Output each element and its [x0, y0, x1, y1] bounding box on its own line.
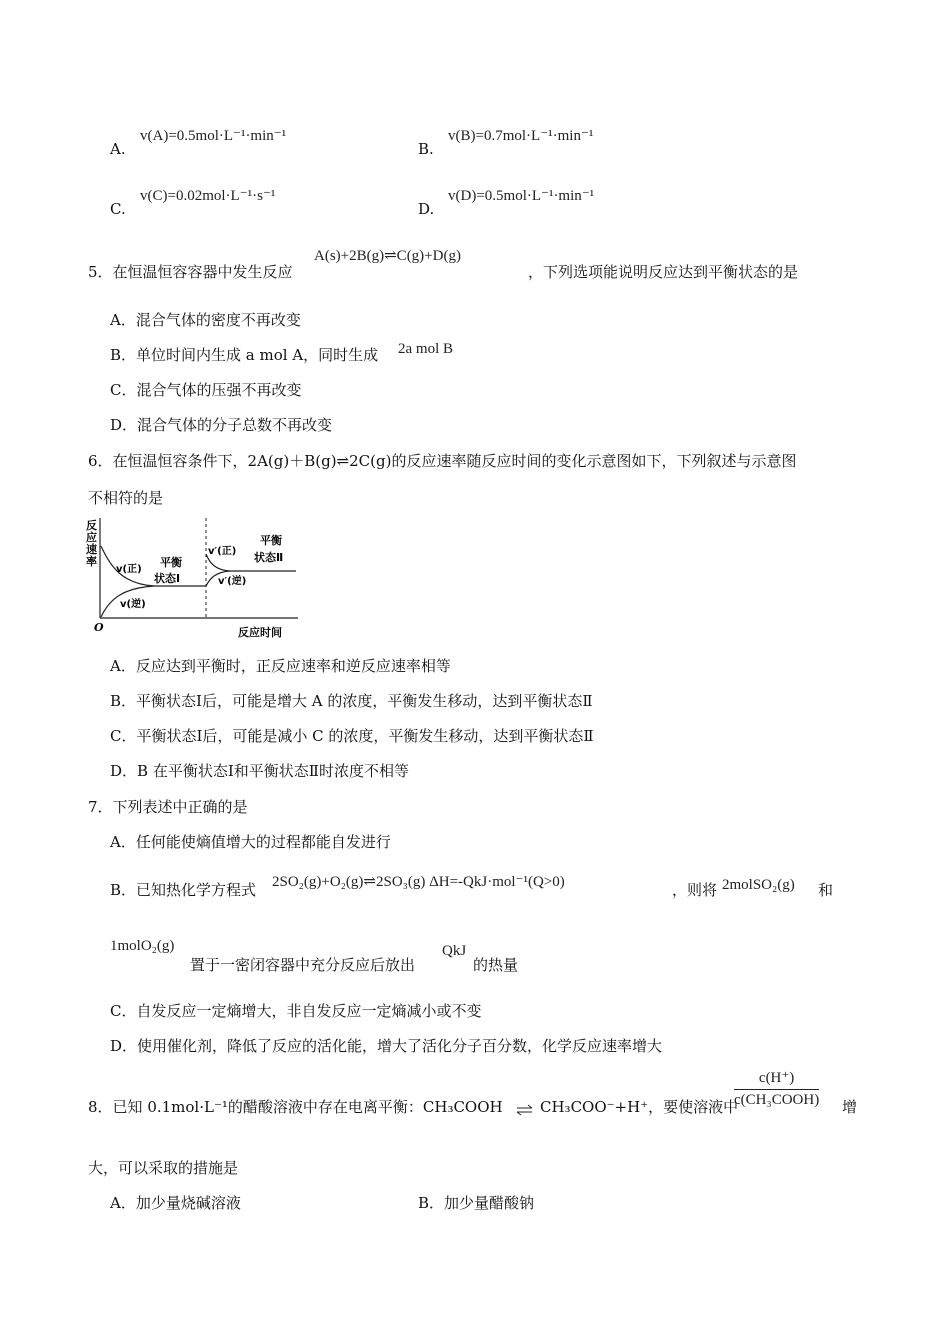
- eq2-label-line1: 平衡: [260, 534, 282, 547]
- q7-option-b-prefix: B．已知热化学方程式: [110, 881, 257, 899]
- q8-frac-numerator: c(H⁺): [734, 1068, 819, 1090]
- q4-option-d: [418, 200, 434, 218]
- q4-option-c-formula: v(C)=0.02mol·L⁻¹·s⁻¹: [140, 188, 276, 204]
- v-forward-label: v(正): [116, 564, 142, 575]
- q6-number: 6．: [88, 452, 113, 470]
- y-axis-label-2: 应: [86, 531, 97, 544]
- q6-option-a: A．反应达到平衡时，正反应速率和逆反应速率相等: [110, 657, 451, 675]
- eq1-label-line2: 状态Ⅰ: [154, 572, 181, 585]
- x-axis-label: 反应时间: [238, 626, 282, 639]
- y-axis-label-4: 率: [86, 555, 97, 568]
- q6-option-b: B．平衡状态Ⅰ后，可能是增大 A 的浓度，平衡发生移动，达到平衡状态Ⅱ: [110, 692, 593, 710]
- q8-equilibrium-arrow: [516, 1104, 534, 1116]
- eq1-label-line1: 平衡: [160, 556, 182, 569]
- q8-stem-part2: CH₃COO⁻+H⁺，要使溶液中: [540, 1098, 739, 1116]
- v2-reverse-label: v′(逆): [218, 576, 247, 587]
- q4-option-a-formula: v(A)=0.5mol·L⁻¹·min⁻¹: [140, 128, 287, 144]
- q6-stem-line2: 不相符的是: [88, 489, 164, 507]
- q7-stem: [88, 796, 248, 817]
- q6-option-d: D．B 在平衡状态Ⅰ和平衡状态Ⅱ时浓度不相等: [110, 762, 409, 780]
- q4-option-d-label: D.: [418, 200, 435, 218]
- q5-number: 5．: [88, 263, 113, 281]
- q7-option-b-mid: ，则将: [672, 881, 718, 899]
- q5-stem-before: 在恒温恒容容器中发生反应: [112, 263, 293, 281]
- q4-option-c: [110, 200, 126, 218]
- q6-stem-line1: [88, 450, 796, 471]
- q7-option-b-rest: 置于一密闭容器中充分反应后放出: [190, 956, 416, 974]
- q5-option-b-formula: 2a mol B: [398, 341, 453, 357]
- v2-forward-label: v′(正): [208, 546, 237, 557]
- q5-option-d: D．混合气体的分子总数不再改变: [110, 416, 333, 434]
- q4-option-b: [418, 140, 434, 158]
- q6-stem-text: 在恒温恒容条件下，2A(g)＋B(g)⇌2C(g)的反应速率随反应时间的变化示意图如下，下列叙述与示意图: [112, 452, 797, 470]
- q7-option-b-end: 的热量: [473, 956, 519, 974]
- q5-reaction: A(s)+2B(g)⇌C(g)+D(g): [314, 248, 461, 264]
- q8-number: 8．: [88, 1098, 113, 1116]
- q5-stem: [88, 261, 293, 282]
- q7-option-b-equation: 2SO₂(g)+O₂(g)⇌2SO₃(g) ΔH=-QkJ·mol⁻¹(Q>0): [272, 874, 565, 890]
- q7-option-c: C．自发反应一定熵增大，非自发反应一定熵减小或不变: [110, 1002, 482, 1020]
- q8-option-b: B．加少量醋酸钠: [418, 1194, 535, 1212]
- q8-stem-part3: 增: [842, 1098, 858, 1116]
- q4-option-b-formula: v(B)=0.7mol·L⁻¹·min⁻¹: [448, 128, 594, 144]
- q7-option-d: D．使用催化剂，降低了反应的活化能，增大了活化分子百分数，化学反应速率增大: [110, 1037, 663, 1055]
- q8-fraction: [734, 1068, 819, 1109]
- q7-option-b-and: 和: [818, 881, 834, 899]
- q5-stem-after: ，下列选项能说明反应达到平衡状态的是: [528, 263, 799, 281]
- q5-option-b: B．单位时间内生成 a mol A，同时生成: [110, 346, 379, 364]
- q4-option-d-formula: v(D)=0.5mol·L⁻¹·min⁻¹: [448, 188, 595, 204]
- q4-option-b-label: B.: [418, 140, 434, 158]
- q7-stem-text: 下列表述中正确的是: [112, 798, 248, 816]
- y-axis-label-3: 速: [86, 543, 97, 556]
- q8-frac-denominator: c(CH₃COOH): [734, 1092, 820, 1108]
- q7-number: 7．: [88, 798, 113, 816]
- q7-option-b-amount1: 2molSO₂(g): [722, 877, 795, 893]
- q8-option-a: A．加少量烧碱溶液: [110, 1194, 241, 1212]
- q6-rate-figure: [84, 514, 304, 642]
- q7-option-b-amount2: 1molO₂(g): [110, 938, 175, 954]
- q4-option-a: [110, 140, 126, 158]
- q7-option-b-heat: QkJ: [442, 943, 467, 959]
- q5-option-c: C．混合气体的压强不再改变: [110, 381, 302, 399]
- q8-stem-line2: 大，可以采取的措施是: [88, 1159, 239, 1177]
- q6-option-c: C．平衡状态Ⅰ后，可能是减小 C 的浓度，平衡发生移动，达到平衡状态Ⅱ: [110, 727, 594, 745]
- origin-label: O: [94, 621, 104, 634]
- q5-option-a: A．混合气体的密度不再改变: [110, 311, 301, 329]
- q4-option-a-label: A.: [110, 140, 126, 158]
- y-axis-label-1: 反: [86, 519, 97, 532]
- q7-option-a: A．任何能使熵值增大的过程都能自发进行: [110, 833, 391, 851]
- v-reverse-label: v(逆): [120, 599, 146, 610]
- eq2-label-line2: 状态Ⅱ: [254, 551, 284, 564]
- q8-stem-part1: [88, 1096, 503, 1117]
- q4-option-c-label: C.: [110, 200, 126, 218]
- q8-stem-text1: 已知 0.1mol·L⁻¹的醋酸溶液中存在电离平衡：CH₃COOH: [112, 1098, 503, 1116]
